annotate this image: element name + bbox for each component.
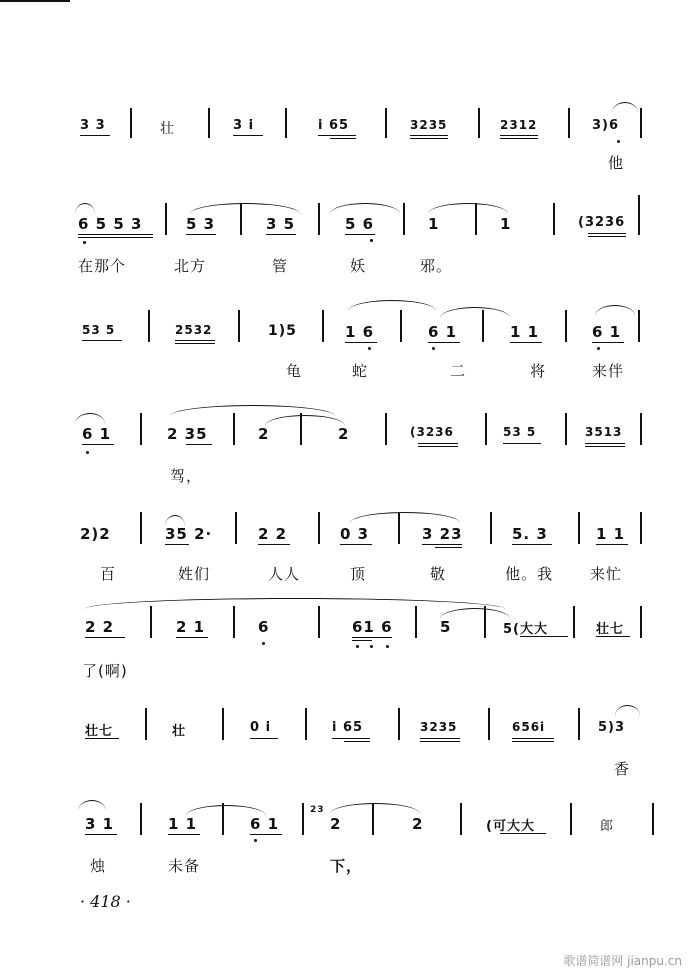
barline — [640, 606, 642, 638]
note-group: 6 1 — [82, 425, 112, 443]
note-group: 53 5 — [503, 425, 537, 439]
lyric: 蛇 — [352, 362, 369, 380]
underline — [176, 637, 208, 638]
barline — [565, 310, 567, 342]
lyric: 二 — [450, 362, 467, 380]
note-group: 1 — [428, 215, 440, 233]
score-system-7 — [0, 700, 690, 780]
barline — [322, 310, 324, 342]
note-group: 壮七 — [85, 724, 114, 739]
underline — [330, 138, 356, 139]
note-group: 6 — [258, 618, 270, 636]
underline — [596, 636, 630, 637]
underline — [175, 343, 215, 344]
octave-dot — [386, 645, 389, 648]
barline — [165, 203, 167, 235]
underline — [85, 834, 117, 835]
score-system-2 — [0, 195, 690, 275]
lyric: 他 — [608, 154, 625, 172]
barline — [638, 310, 640, 342]
underline — [344, 741, 370, 742]
underline — [500, 833, 546, 834]
note-group: (3236 — [410, 425, 454, 439]
watermark: 歌谱简谱网 jianpu.cn — [563, 954, 682, 968]
underline — [168, 834, 200, 835]
note-group: 壮七 — [596, 622, 625, 637]
slur — [350, 512, 460, 523]
barline — [148, 310, 150, 342]
lyric: 在那个 — [78, 257, 127, 275]
barline — [305, 708, 307, 740]
underline — [78, 234, 153, 235]
slur — [595, 305, 635, 316]
barline — [233, 606, 235, 638]
underline — [80, 135, 110, 136]
underline — [418, 443, 458, 444]
underline — [258, 544, 290, 545]
note-group: 3 i — [233, 118, 255, 133]
note-group: 5 3 — [186, 215, 216, 233]
underline — [500, 138, 538, 139]
octave-dot — [356, 645, 359, 648]
lyric: 了(啊) — [82, 662, 128, 680]
barline — [398, 512, 400, 544]
note-group: 5(大大 — [503, 622, 548, 637]
slur — [78, 800, 106, 811]
note-group: 2)2 — [80, 525, 111, 543]
lyric: 烛 — [90, 857, 107, 875]
lyric: 未备 — [168, 857, 201, 875]
barline — [570, 803, 572, 835]
barline — [565, 413, 567, 445]
octave-dot — [617, 140, 620, 143]
note-group: 61 6 — [352, 618, 393, 636]
grace-note: 23 — [310, 805, 325, 815]
underline — [592, 342, 624, 343]
underline — [410, 135, 448, 136]
barline — [553, 203, 555, 235]
lyric: 将 — [530, 362, 547, 380]
note-group: 2 — [338, 425, 350, 443]
underline — [186, 234, 216, 235]
underline — [512, 738, 554, 739]
note-group: 6 1 — [250, 815, 280, 833]
barline — [222, 708, 224, 740]
note-group: 3513 — [585, 425, 623, 439]
octave-dot — [597, 347, 600, 350]
note-group: 3 3 — [80, 118, 106, 133]
barline — [398, 708, 400, 740]
barline — [300, 413, 302, 445]
barline — [140, 803, 142, 835]
barline — [385, 413, 387, 445]
note-group: (可大大 — [486, 819, 535, 834]
slur — [75, 413, 105, 424]
lyric: 邪。 — [420, 257, 453, 275]
underline — [250, 834, 282, 835]
lyric: 妖 — [350, 257, 367, 275]
barline — [415, 606, 417, 638]
note-group: 0 3 — [340, 525, 370, 543]
underline — [503, 443, 541, 444]
slur — [85, 598, 505, 609]
note-group: 35 2· — [165, 525, 213, 543]
lyric: 顶 — [350, 565, 367, 583]
underline — [588, 236, 626, 237]
underline — [78, 237, 153, 238]
underline — [512, 741, 554, 742]
barline — [478, 108, 480, 138]
slur — [330, 803, 420, 814]
lyric: 姓们 — [178, 565, 211, 583]
barline — [640, 512, 642, 544]
barline — [318, 203, 320, 235]
note-group: i 65 — [332, 720, 364, 735]
barline — [145, 708, 147, 740]
barline — [573, 606, 575, 638]
lyric: 百 — [100, 565, 117, 583]
lyric: 来忙 — [590, 565, 623, 583]
barline — [372, 803, 374, 835]
note-group: 郎 — [600, 819, 615, 834]
barline — [222, 803, 224, 835]
slur — [330, 203, 400, 214]
score-system-6 — [0, 598, 690, 678]
barline — [302, 803, 304, 835]
note-group: 2 35 — [167, 425, 208, 443]
barline — [460, 803, 462, 835]
note-group: 3 23 — [422, 525, 463, 543]
underline — [520, 636, 568, 637]
lyric: 人人 — [268, 565, 301, 583]
note-group: 5 — [440, 618, 452, 636]
note-group: 3235 — [420, 720, 458, 734]
note-group: 2 2 — [258, 525, 288, 543]
note-group: 6 1 — [592, 323, 622, 341]
note-group: 1 — [500, 215, 512, 233]
underline — [345, 234, 375, 235]
barline — [140, 413, 142, 445]
octave-dot — [262, 642, 265, 645]
underline — [422, 544, 462, 545]
slur — [265, 415, 345, 426]
note-group: 1 1 — [596, 525, 626, 543]
underline — [585, 446, 625, 447]
underline — [435, 547, 462, 548]
underline — [410, 138, 448, 139]
note-group: 3)6 — [592, 118, 620, 133]
note-group: 3 5 — [266, 215, 296, 233]
barline — [208, 108, 210, 138]
lyric: 他。我 — [505, 565, 554, 583]
slur — [190, 203, 300, 214]
underline — [332, 738, 370, 739]
underline — [596, 544, 628, 545]
octave-dot — [83, 241, 86, 244]
note-group: 2312 — [500, 118, 538, 132]
note-group: 1 6 — [345, 323, 375, 341]
barline — [150, 606, 152, 638]
lyric: 香 — [614, 760, 631, 778]
slur — [428, 203, 508, 214]
underline — [318, 135, 356, 136]
underline — [512, 544, 552, 545]
note-group: 2 — [258, 425, 270, 443]
underline — [82, 444, 114, 445]
underline — [250, 738, 278, 739]
underline — [233, 135, 263, 136]
barline — [233, 413, 235, 445]
note-group: i 65 — [318, 118, 350, 133]
note-group: 1)5 — [268, 323, 297, 339]
barline — [484, 606, 486, 638]
underline — [420, 738, 460, 739]
barline — [652, 803, 654, 835]
octave-dot — [370, 239, 373, 242]
barline — [488, 708, 490, 740]
underline — [266, 234, 296, 235]
octave-dot — [370, 645, 373, 648]
lyric: 驾， — [170, 467, 203, 485]
barline — [638, 195, 640, 235]
underline — [82, 340, 122, 341]
underline — [175, 340, 215, 341]
slur — [612, 102, 638, 113]
note-group: 0 i — [250, 720, 272, 735]
octave-dot — [86, 451, 89, 454]
note-group: 2 2 — [85, 618, 115, 636]
underline — [85, 738, 119, 739]
barline — [130, 108, 132, 138]
barline — [403, 203, 405, 235]
barline — [400, 310, 402, 342]
lyric: 敬 — [430, 565, 447, 583]
underline — [352, 640, 372, 641]
score-system-8 — [0, 795, 690, 875]
barline — [578, 708, 580, 740]
octave-dot — [254, 839, 257, 842]
slur — [75, 203, 95, 214]
octave-dot — [368, 347, 371, 350]
note-group: 5. 3 — [512, 525, 548, 543]
barline — [490, 512, 492, 544]
barline — [578, 512, 580, 544]
barline — [482, 310, 484, 342]
barline — [475, 203, 477, 235]
note-group: 2 1 — [176, 618, 206, 636]
note-group: 53 5 — [82, 323, 116, 337]
barline — [640, 413, 642, 445]
note-group: 1 1 — [168, 815, 198, 833]
barline — [385, 108, 387, 138]
underline — [352, 637, 392, 638]
note-group: 5)3 — [598, 720, 626, 735]
top-rule — [0, 0, 70, 2]
note-group: 2 — [412, 815, 424, 833]
note-group: 6 1 — [428, 323, 458, 341]
barline — [238, 310, 240, 342]
barline — [485, 413, 487, 445]
underline — [345, 342, 377, 343]
note-group: 2532 — [175, 323, 213, 337]
lyric: 管 — [272, 257, 289, 275]
note-group: 6 5 5 3 — [78, 215, 143, 233]
note-group: 3 1 — [85, 815, 115, 833]
underline — [340, 544, 372, 545]
note-group: 3235 — [410, 118, 448, 132]
octave-dot — [432, 347, 435, 350]
lyric: 下， — [330, 857, 363, 875]
barline — [640, 108, 642, 138]
score-system-1 — [0, 100, 690, 180]
note-group: 656i — [512, 720, 546, 734]
lyric: 龟 — [286, 362, 303, 380]
underline — [165, 544, 189, 545]
barline — [318, 606, 320, 638]
note-group: 2 — [330, 815, 342, 833]
lyric: 北方 — [174, 257, 207, 275]
barline — [240, 203, 242, 235]
score-system-4 — [0, 405, 690, 485]
score-system-5 — [0, 500, 690, 583]
score-system-3 — [0, 305, 690, 385]
underline — [186, 444, 212, 445]
underline — [500, 135, 538, 136]
underline — [428, 342, 460, 343]
underline — [418, 446, 458, 447]
page-number: · 418 · — [80, 892, 131, 911]
slur — [440, 307, 510, 318]
barline — [140, 512, 142, 544]
note-group: 壮 — [160, 121, 175, 137]
slur — [615, 705, 640, 716]
note-group: 1 1 — [510, 323, 540, 341]
note-group: 壮 — [172, 724, 187, 739]
note-group: (3236 — [578, 215, 626, 230]
underline — [510, 342, 542, 343]
underline — [588, 233, 626, 234]
slur — [348, 300, 436, 311]
underline — [85, 637, 125, 638]
barline — [235, 512, 237, 544]
lyric: 来伴 — [592, 362, 625, 380]
barline — [568, 108, 570, 138]
underline — [420, 741, 460, 742]
underline — [585, 443, 625, 444]
barline — [285, 108, 287, 138]
note-group: 5 6 — [345, 215, 375, 233]
barline — [318, 512, 320, 544]
